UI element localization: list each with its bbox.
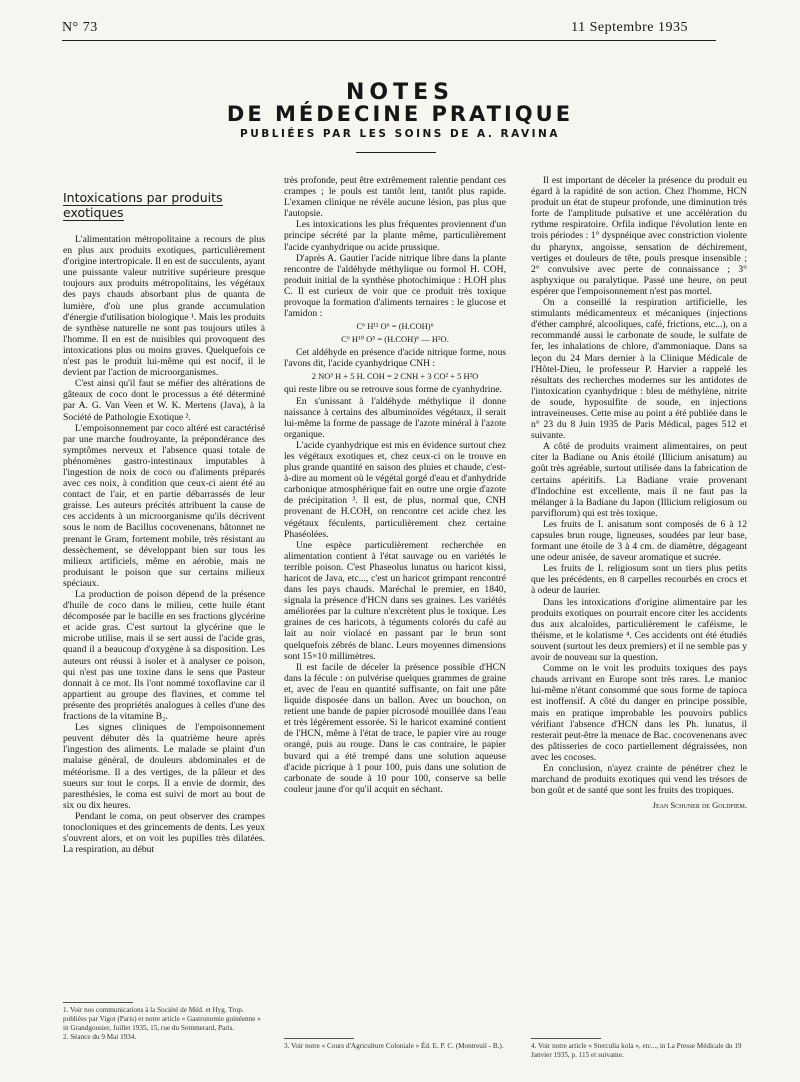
article-title: Intoxications par produits exotiques xyxy=(63,190,223,220)
author-signature: Jean Schuner de Goldfiem. xyxy=(652,800,747,811)
paragraph: Les signes cliniques de l'empoisonnement peuvent débuter dès la quatrième heure après l'ingestion des aliments. Le malade se plaint d'un malaise général, de douleurs abdominales et de météorisme. Il a des vertiges, de la pâleur et des sueurs sur tout le corps. Il a envie de dormir, des paresthésies, le coma est suivi de mort au bout de six ou dix heures. xyxy=(63,722,265,811)
masthead-title-1: NOTES xyxy=(346,80,454,105)
paragraph: On a conseillé la respiration artificielle, les stimulants médicamenteux et mécaniques (injections d'éther camphré, alcooliques, café, frictions, etc...), on a recommandé aussi le carbonate de soude, le sulfate de fer, les inhalations de chlore, d'ammoniaque. Dans sa leçon du 24 Mars dernier à la Clinique Médicale de l'Hôtel-Dieu, le professeur P. Harvier a rappelé les résultats des recherches modernes sur les antidotes de l'intoxication cyanhydrique : bleu de méthylène, nitrite de soude, hyposulfite de soude, en injections intraveineuses. Cette mise au point a été publiée dans le n° 23 du 8 Juin 1935 de Paris Médical, pages 512 et suivante. xyxy=(531,297,747,442)
footnote: 3. Voir notre « Cours d'Agriculture Coloniale » Éd. E. P. C. (Montreuil - B.). xyxy=(284,1042,504,1050)
column-2 xyxy=(284,175,506,795)
paragraph: D'après A. Gautier l'acide nitrique libre dans la plante rencontre de l'aldéhyde méthylique ou formol H. COH, produit initial de la synthèse photochimique : H.OH plus C. Il est curieux de voir que ce produit très toxique provoque la formation d'aliments ternaires : le glucose et l'amidon : xyxy=(284,252,506,320)
masthead-title-2: DE MÉDECINE PRATIQUE xyxy=(226,102,574,126)
footnotes-col-2 xyxy=(284,1042,506,1051)
paragraph: Il est facile de déceler la présence possible d'HCN dans la fécule : on pulvérise quelques grammes de graine et, avec de l'eau en quantité suffisante, on fait une pâte liquide disposée dans un ballon. Avec un bouchon, on retient une bande de papier picrosodé mouillée dans l'eau et très légèrement essorée. Si le haricot examiné contient de l'HCN, même à l'état de trace, le papier vire au rouge orangé, puis au rouge. Dans le cas contraire, le papier buvard qui a été trempé dans une solution aqueuse d'acide picrique à 1 pour 100, puis dans une solution de carbonate de soude à 10 pour 100, conserve sa belle couleur jaune d'or qu'il acquit en séchant. xyxy=(284,661,506,795)
paragraph: Il est important de déceler la présence du produit eu égard à la rapidité de son action. Chez l'homme, HCN produit un état de stupeur profonde, une diminution très forte de l'amplitude pulsative et une accélération du rythme respiratoire. Orfila indique l'évolution lente en trois périodes : 1° dyspnéique avec constriction violente du pharynx, angoisse, sensation de déchirement, vertiges et douleurs de tête, pouls presque insensible ; 2° convulsive avec perte de connaissance ; 3° asphyxique ou paralytique. Passé une heure, on peut espérer que l'empoisonnement n'est pas mortel. xyxy=(531,175,747,297)
masthead-rule xyxy=(356,152,436,153)
paragraph: Dans les intoxications d'origine alimentaire par les produits exotiques on pourrait encore citer les accidents dus aux alcaloïdes, particulièrement le caféisme, le théisme, et le kolatisme ⁴. Ces accidents ont été étudiés souvent (surtout les deux premiers) et il ne semble pas y avoir de nouveau sur la question. xyxy=(531,596,747,664)
paragraph: En s'unissant à l'aldéhyde méthylique il donne naissance à certains des albuminoïdes végétaux, il serait lui-même la forme de passage de l'azote minéral à l'azote organique. xyxy=(284,395,506,440)
footnote-rule xyxy=(284,1038,354,1039)
paragraph: Les fruits de I. religiosum sont un tiers plus petits que les précédents, en 8 carpelles recourbés en crocs et à odeur de laurier. xyxy=(531,563,747,597)
paragraph: La production de poison dépend de la présence d'huile de coco dans le milieu, cette huile étant décomposée par le bacille en ses fractions glycérine et acide gras. C'est surtout la glycérine que le microbe utilise, mais il se sert aussi de l'acide gras, quand il a beaucoup d'oxygène à sa disposition. Les auteurs ont réussi à isoler et à analyser ce poison, qui n'est pas une toxine dans le sens que Pasteur donnait à ce mot. Ils l'ont nommé toxoflavine car il appartient au groupe des flavines, et comme tel présente des propriétés analogues à celles d'une des fractions de la vitamine B₂. xyxy=(63,589,265,723)
formula-glucose: C⁶ H¹² O⁶ = (H.COH)⁶ xyxy=(356,321,434,332)
footnotes-col-3 xyxy=(531,1042,747,1060)
formula-amidon: C⁶ H¹⁰ O⁵ = (H.COH)⁶ — H²O. xyxy=(341,334,449,345)
column-1 xyxy=(63,190,265,855)
footnotes-col-1 xyxy=(63,1006,265,1042)
paragraph: L'empoisonnement par coco altéré est caractérisé par une marche foudroyante, la prépondérance des symptômes nerveux et l'absence quasi totale de phénomènes gastro-intestinaux imputables à l'ingestion de noix de coco ou d'aliments préparés avec ces noix, à condition que ceux-ci aient été au contact de l'air, et en partie débarrassés de leur graisse. Les auteurs précités attribuent la cause de ces accidents à un microorganisme qu'ils décrivent sous le nom de Bacillus cocovenenans, bâtonnet ne prenant le Gram, fortement mobile, très résistant au dessèchement, se développant bien sur tous les milieux artificiels, même en aérobie, mais ne produisant le poison que sur certains milieux spéciaux. xyxy=(63,422,265,589)
issue-number: N° 73 xyxy=(62,20,98,35)
paragraph: Comme on le voit les produits toxiques des pays chauds arrivant en Europe sont très rares. Le manioc lui-même n'étant consommé que sous forme de tapioca est inoffensif. A côté du danger en principe possible, mais en pratique improbable les pouvoirs publics vérifiant l'absence d'HCN dans les Ph. lunatus, il resterait peut-être la menace de Bac. cocovenenans avec des pâtisseries de coco partiellement dégraissées, non avec les cocoses. xyxy=(531,663,747,763)
footnote-rule xyxy=(63,1002,133,1003)
paragraph: En conclusion, n'ayez crainte de pénétrer chez le marchand de produits exotiques qui vend les trésors de bon goût et de santé que sont les fruits des tropiques. xyxy=(531,762,747,797)
paragraph: Les intoxications les plus fréquentes proviennent d'un principe sécrété par la plante même, particulièrement l'acide cyanhydrique ou acide prussique. xyxy=(284,219,506,253)
paragraph: Pendant le coma, on peut observer des crampes tonocloniques et des grincements de dents. Les yeux s'ouvrent alors, et on voit les pupilles très dilatées. La respiration, au début xyxy=(63,810,265,856)
paragraph: Une espèce particulièrement recherchée en alimentation contient à l'état sauvage ou en variétés le terrible poison. C'est Phaseolus lunatus ou haricot kissi, haricot de Java, etc..., c'est un haricot grimpant rencontré dans les pays chauds. Maréchal le premier, en 1840, signala la présence d'HCN dans ses graines. Les variétés améliorées par la culture n'excrètent plus le toxique. Les graines de ces haricots, à téguments colorés du café au lait au noir violacé en passant par le brun sont quelquefois zébrés de blanc. Leurs moyennes dimensions sont 15×10 millimètres. xyxy=(284,539,506,662)
paragraph: qui reste libre ou se retrouve sous forme de cyanhydrine. xyxy=(284,384,502,396)
paragraph: L'acide cyanhydrique est mis en évidence surtout chez les végétaux exotiques et, chez ceux-ci on le trouve en plus grande quantité en saison des pluies et chaude, c'est-à-dire au moment où le végétal gorgé d'eau et d'anhydride carbonique atmosphérique fait en outre une orgie d'azote de précipitation ³. Il est, de plus, normal que, CNH provenant de H.COH, on rencontre cet acide chez les végétaux féculents, particulièrement chez certaine Phaséolées. xyxy=(284,439,506,540)
masthead-subtitle: PUBLIÉES PAR LES SOINS DE A. RAVINA xyxy=(240,128,560,140)
issue-date: 11 Septembre 1935 xyxy=(571,20,688,35)
paragraph: C'est ainsi qu'il faut se méfier des altérations de gâteaux de coco dont le processus a été déterminé par A. G. Van Veen et W. K. Mertens (Java), à la Société de Pathologie Exotique ². xyxy=(63,378,265,423)
footnote: 2. Séance du 9 Mai 1934. xyxy=(63,1033,137,1041)
footnote-rule xyxy=(531,1038,601,1039)
column-3 xyxy=(531,175,747,811)
footnote: 1. Voir nos communications à la Société de Méd. et Hyg. Trop. publiées par Vigot (Paris) et notre article « Gastronomie guinéenne » in Grandgousier, Juillet 1935, 15, rue du Sommerard, Paris. xyxy=(63,1006,261,1032)
formula-cnh: 2 NO³ H + 5 H. COH = 2 CNH + 3 CO² + 5 H²O xyxy=(311,371,479,382)
paragraph: A côté de produits vraiment alimentaires, on peut citer la Badiane ou Anis étoilé (Illicium anisatum) au goût très agréable, surtout utilisée dans la fabrication de certains apéritifs. La Badiane vraie provenant d'Indochine est excellente, mais il ne faut pas la mélanger à la Badiane du Japon (Illicium religiosum ou parviflorum) qui est très toxique. xyxy=(531,441,747,519)
footnote: 4. Voir notre article « Sterculia kola », etc..., in La Presse Médicale du 19 Janvier 1935, p. 115 et suivante. xyxy=(531,1042,742,1059)
paragraph: Cet aldéhyde en présence d'acide nitrique forme, nous l'avons dit, l'acide cyanhydrique CNH : xyxy=(284,347,506,370)
paragraph: L'alimentation métropolitaine a recours de plus en plus aux produits exotiques, particulièrement d'origine intertropicale. Il en est de succulents, ayant une puissante valeur nutritive supérieure presque toujours aux produits métropolitains, les végétaux des pays chauds absorbant plus de quanta de lumière, d'où une plus grande accumulation d'énergie d'utilisation biologique ¹. Mais les produits de synthèse naturelle ne sont pas toujours utiles à l'homme. Il en est de nuisibles qui provoquent des intoxications plus ou moins graves. Quelquefois ce n'est pas le produit lui-même qui est nocif, il le devient par l'action de microorganismes. xyxy=(63,234,265,379)
paragraph: très profonde, peut être extrêmement ralentie pendant ces crampes ; le pouls est tantôt lent, tantôt plus rapide. L'examen clinique ne révèle aucune lésion, pas plus que l'autopsie. xyxy=(284,175,506,220)
paragraph: Les fruits de I. anisatum sont composés de 6 à 12 capsules brun rouge, ligneuses, soudées par leur base, formant une étoile de 3 à 4 cm. de diamètre, dégageant une odeur anisée, de saveur aromatique et sucrée. xyxy=(531,518,747,564)
header-rule xyxy=(62,40,716,41)
